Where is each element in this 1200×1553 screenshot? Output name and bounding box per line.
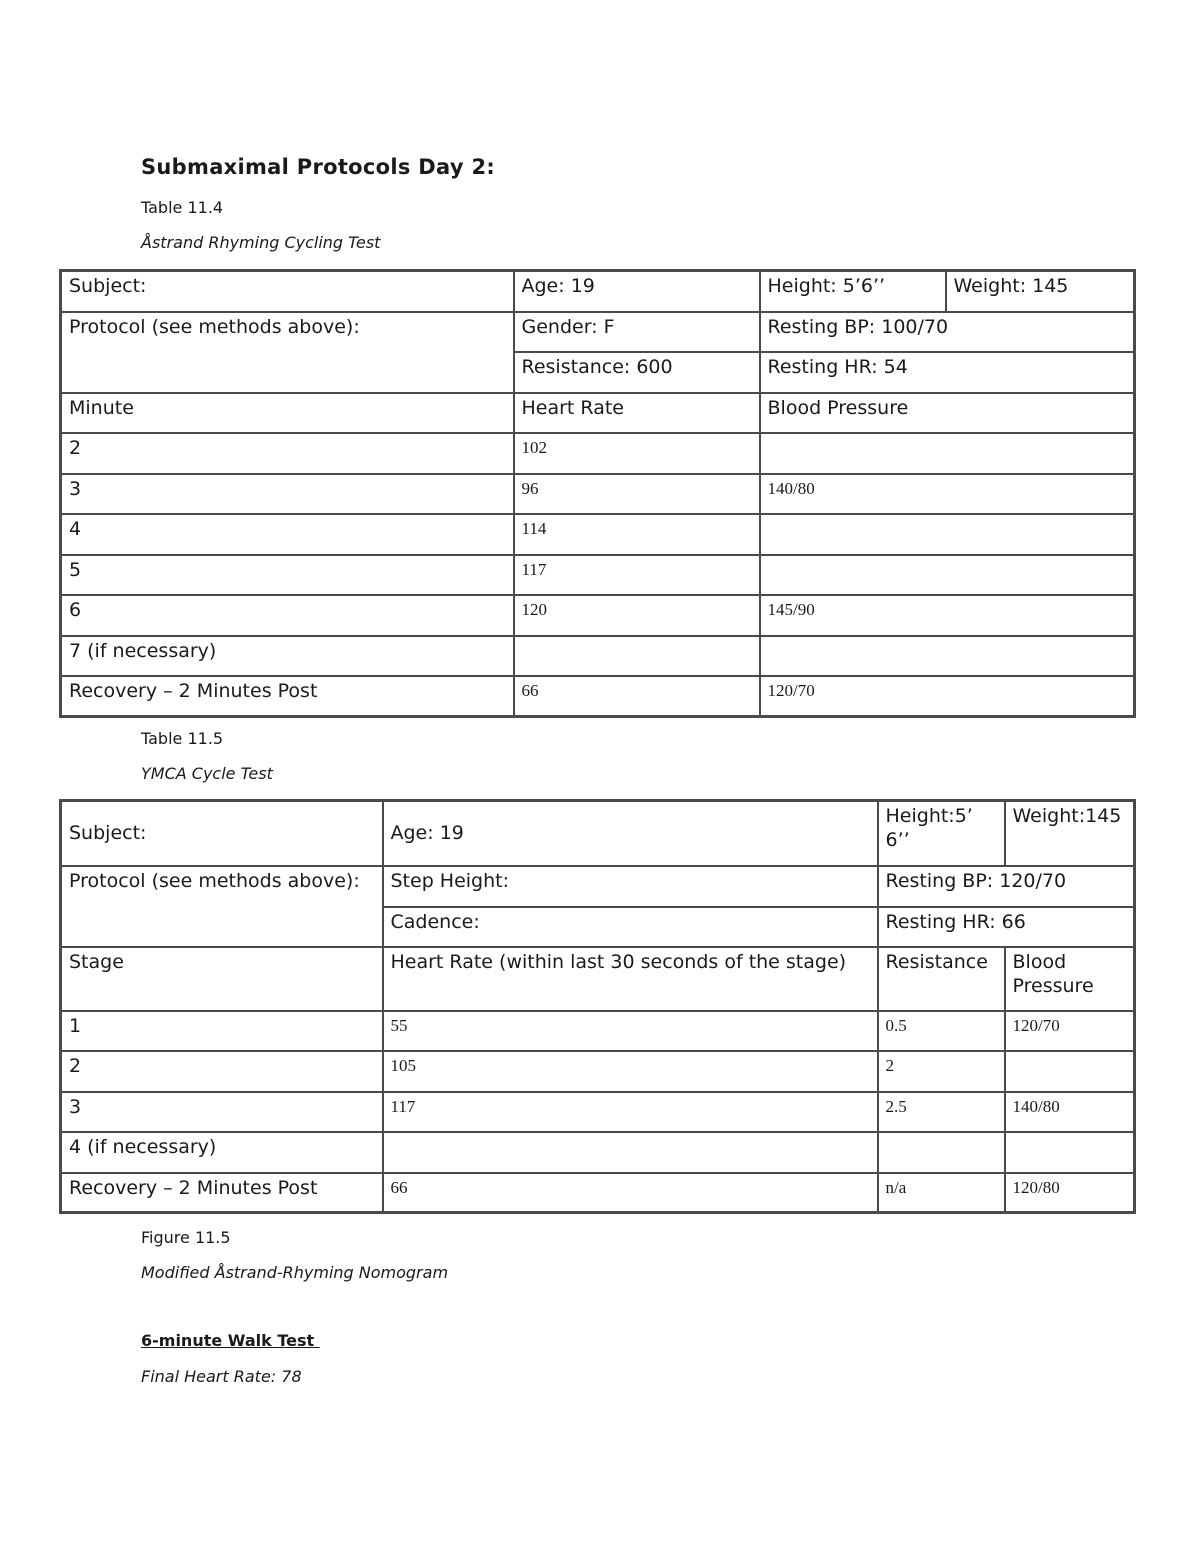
- blood-pressure-cell: 120/70: [1005, 1011, 1135, 1051]
- blood-pressure-cell: 145/90: [760, 595, 1135, 636]
- resistance-cell: Resistance: 600: [514, 352, 760, 393]
- stage-cell: 2: [61, 1051, 383, 1092]
- resting-bp-cell: Resting BP: 100/70: [760, 312, 1135, 352]
- stage-cell: 3: [61, 1092, 383, 1132]
- table-row: [61, 676, 1135, 717]
- resting-hr-cell: Resting HR: 54: [760, 352, 1135, 393]
- age-cell: Age: 19: [514, 271, 760, 312]
- blood-pressure-cell: [760, 636, 1135, 676]
- minute-cell: 4: [61, 514, 514, 555]
- weight-cell: Weight:145: [1005, 801, 1135, 866]
- subject-cell: Subject:: [61, 801, 383, 866]
- stage-cell: 4 (if necessary): [61, 1132, 383, 1173]
- minute-cell: 3: [61, 474, 514, 514]
- table-row: [61, 1092, 1135, 1132]
- step-height-cell: Step Height:: [383, 866, 878, 907]
- table-row: [61, 1051, 1135, 1092]
- protocol-cell: Protocol (see methods above):: [61, 866, 383, 947]
- column-header-blood-pressure: Blood Pressure: [1005, 947, 1135, 1011]
- blood-pressure-cell: [1005, 1132, 1135, 1173]
- heart-rate-cell: 66: [383, 1173, 878, 1213]
- weight-cell: Weight: 145: [946, 271, 1135, 312]
- heart-rate-cell: 120: [514, 595, 760, 636]
- heart-rate-cell: [383, 1132, 878, 1173]
- table-row: [61, 514, 1135, 555]
- walk-test-heading: 6-minute Walk Test: [141, 1331, 320, 1350]
- cadence-cell: Cadence:: [383, 907, 878, 947]
- blood-pressure-cell: 140/80: [1005, 1092, 1135, 1132]
- table-row: [61, 636, 1135, 676]
- column-header-resistance: Resistance: [878, 947, 1005, 1011]
- table-row: [61, 433, 1135, 474]
- stage-cell: Recovery – 2 Minutes Post: [61, 1173, 383, 1213]
- heart-rate-cell: [514, 636, 760, 676]
- minute-cell: Recovery – 2 Minutes Post: [61, 676, 514, 717]
- heart-rate-cell: 114: [514, 514, 760, 555]
- resistance-cell: n/a: [878, 1173, 1005, 1213]
- table1-title: Åstrand Rhyming Cycling Test: [141, 233, 381, 252]
- resting-bp-cell: Resting BP: 120/70: [878, 866, 1135, 907]
- table-row: [61, 1011, 1135, 1051]
- heart-rate-cell: 66: [514, 676, 760, 717]
- column-header-heart-rate: Heart Rate: [514, 393, 760, 433]
- heart-rate-cell: 105: [383, 1051, 878, 1092]
- minute-cell: 6: [61, 595, 514, 636]
- heart-rate-cell: 117: [383, 1092, 878, 1132]
- table2-label: Table 11.5: [141, 729, 224, 748]
- ymca-table: [59, 799, 1136, 1214]
- blood-pressure-cell: 120/70: [760, 676, 1135, 717]
- blood-pressure-cell: [760, 514, 1135, 555]
- minute-cell: 7 (if necessary): [61, 636, 514, 676]
- figure-title: Modified Åstrand-Rhyming Nomogram: [141, 1263, 449, 1282]
- astrand-table: [59, 269, 1136, 718]
- stage-cell: 1: [61, 1011, 383, 1051]
- resting-hr-cell: Resting HR: 66: [878, 907, 1135, 947]
- table-row: [61, 474, 1135, 514]
- column-header-stage: Stage: [61, 947, 383, 1011]
- height-cell: Height:5’ 6’’: [878, 801, 1005, 866]
- resistance-cell: 2: [878, 1051, 1005, 1092]
- heart-rate-cell: 96: [514, 474, 760, 514]
- subject-cell: Subject:: [61, 271, 514, 312]
- heart-rate-cell: 55: [383, 1011, 878, 1051]
- heart-rate-cell: 102: [514, 433, 760, 474]
- table-row: [61, 1132, 1135, 1173]
- table2-title: YMCA Cycle Test: [141, 764, 273, 783]
- table-row: [61, 555, 1135, 595]
- minute-cell: 5: [61, 555, 514, 595]
- blood-pressure-cell: [760, 555, 1135, 595]
- column-header-heart-rate: Heart Rate (within last 30 seconds of the stage): [383, 947, 878, 1011]
- final-heart-rate: Final Heart Rate: 78: [141, 1367, 302, 1386]
- column-header-minute: Minute: [61, 393, 514, 433]
- gender-cell: Gender: F: [514, 312, 760, 352]
- table1-label: Table 11.4: [141, 198, 224, 217]
- heart-rate-cell: 117: [514, 555, 760, 595]
- resistance-cell: 0.5: [878, 1011, 1005, 1051]
- blood-pressure-cell: [760, 433, 1135, 474]
- resistance-cell: [878, 1132, 1005, 1173]
- height-cell: Height: 5’6’’: [760, 271, 946, 312]
- figure-label: Figure 11.5: [141, 1228, 231, 1247]
- resistance-cell: 2.5: [878, 1092, 1005, 1132]
- page-title: Submaximal Protocols Day 2:: [141, 155, 496, 179]
- blood-pressure-cell: [1005, 1051, 1135, 1092]
- blood-pressure-cell: 140/80: [760, 474, 1135, 514]
- table-row: [61, 595, 1135, 636]
- minute-cell: 2: [61, 433, 514, 474]
- age-cell: Age: 19: [383, 801, 878, 866]
- blood-pressure-cell: 120/80: [1005, 1173, 1135, 1213]
- column-header-blood-pressure: Blood Pressure: [760, 393, 1135, 433]
- protocol-cell: Protocol (see methods above):: [61, 312, 514, 393]
- table-row: [61, 1173, 1135, 1213]
